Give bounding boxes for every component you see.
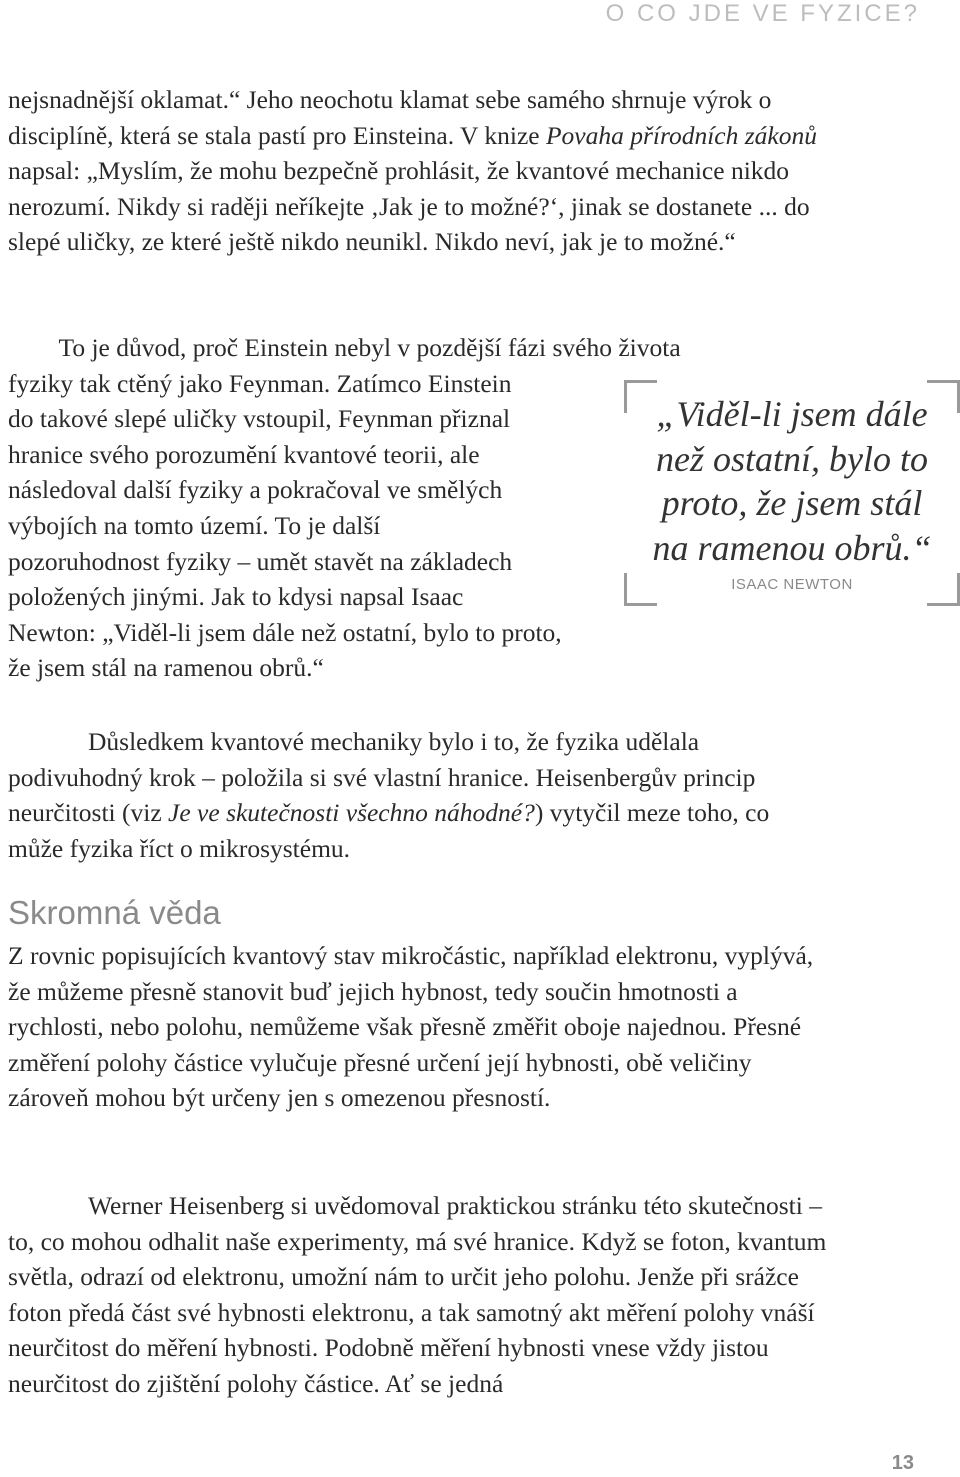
quote-author: ISAAC NEWTON [731, 576, 853, 593]
running-header: O CO JDE VE FYZICE? [605, 0, 920, 27]
paragraph-2-line: výbojích na tomto území. To je další [8, 510, 381, 540]
paragraph-2-line: že jsem stál na ramenou obrů.“ [8, 653, 324, 683]
cross-reference: Je ve skutečnosti všechno náhodné? [168, 798, 535, 828]
paragraph-2-line: pozoruhodnost fyziky – umět stavět na základech [8, 546, 513, 576]
section-heading: Skromná věda [8, 894, 221, 931]
pull-quote [624, 380, 960, 606]
paragraph-3 [8, 724, 828, 866]
paragraph-1-text-b: napsal: „Myslím, že mohu bezpečně prohlásit, že kvantové mechanice nikdo nerozumí. Nikdy si raději neříkejte ‚Jak je to možné?‘, jinak se dostanete ... do slepé uličky, ze které ještě nikdo neunikl. Nikdo neví, jak je to možné.“ [8, 156, 810, 257]
paragraph-4: Z rovnic popisujících kvantový stav mikročástic, například elektronu, vyplývá, že můžeme přesně stanovit buď jejich hybnost, tedy součin hmotnosti a rychlosti, nebo polohu, nemůžeme však přesně změřit oboje najednou. Přesné změření polohy částice vylučuje přesné určení její hybnosti, obě veličiny zároveň mohou být určeny jen s omezenou přesností. [8, 941, 814, 1113]
paragraph-2-line: To je důvod, proč Einstein nebyl v pozdější fázi svého života [8, 333, 681, 362]
paragraph-1 [8, 82, 828, 260]
paragraph-2-line: fyziky tak ctěný jako Feynman. Zatímco Einstein [8, 368, 512, 398]
quote-line: na ramenou obrů.“ [652, 527, 932, 568]
paragraph-2-line: položených jinými. Jak to kdysi napsal Isaac [8, 582, 464, 612]
quote-line: než ostatní, bylo to [656, 438, 928, 479]
paragraph-2-line: do takové slepé uličky vstoupil, Feynman přiznal [8, 404, 511, 434]
paragraph-2-line: hranice svého porozumění kvantové teorii, ale [8, 439, 480, 469]
paragraph-3-text-b: ) vytyčil meze toho, co může fyzika říct o mikrosystému. [8, 798, 770, 863]
page-number: 13 [891, 1452, 914, 1474]
paragraph-2-line: následoval další fyziky a pokračoval ve smělých [8, 475, 503, 505]
paragraph-1-text-a: nejsnadnější oklamat.“ Jeho neochotu klamat sebe samého shrnuje výrok o disciplíně, která se stala pastí pro Einsteina. V knize [8, 85, 772, 150]
quote-line: proto, že jsem stál [661, 483, 923, 523]
book-title: Povaha přírodních zákonů [545, 120, 817, 150]
paragraph-5: Werner Heisenberg si uvědomoval praktickou stránku této skutečnosti – to, co mohou odhalit naše experimenty, má své hranice. Když se foton, kvantum světla, odrazí od elektronu, umožní nám to určit jeho polohu. Jenže při srážce foton předá část své hybnosti elektronu, a tak samotný akt měření polohy vnáší neurčitost do měření hybnosti. Podobně měření hybnosti vnese vždy jistou neurčitost do zjištění polohy částice. Ať se jedná [8, 1191, 827, 1398]
quote-line: „Viděl-li jsem dále [656, 394, 928, 434]
paragraph-2-line: Newton: „Viděl-li jsem dále než ostatní, bylo to proto, [8, 617, 562, 647]
quote-text [624, 392, 960, 570]
paragraph-3-text-a: Důsledkem kvantové mechaniky bylo i to, že fyzika udělala podivuhodný krok – položila si své vlastní hranice. Heisenbergův princip neurčitosti (viz [8, 727, 756, 828]
